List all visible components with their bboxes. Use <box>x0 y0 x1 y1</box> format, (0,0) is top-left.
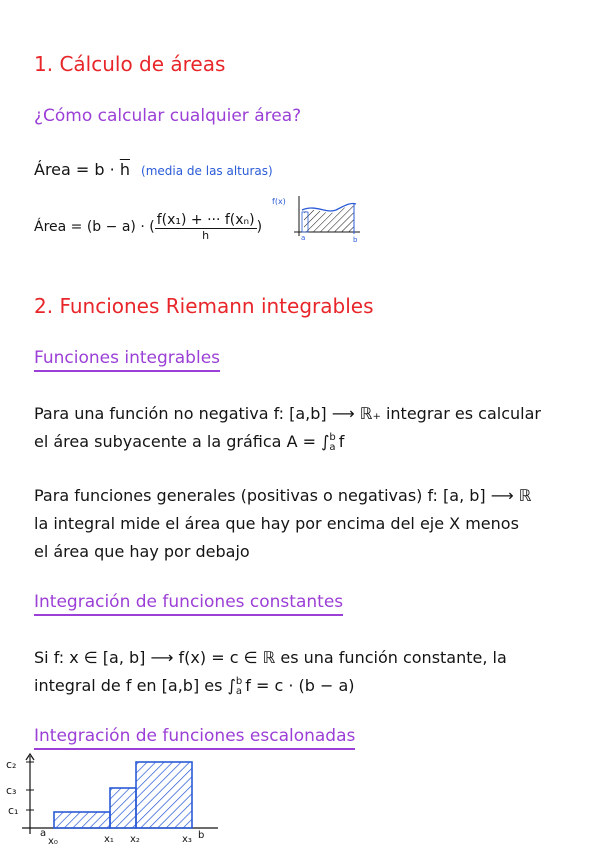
label-c2: c₂ <box>6 758 17 771</box>
para1-line2-text: el área subyacente a la gráfica A = ∫ <box>34 432 330 451</box>
para3-line2 <box>34 676 355 697</box>
label-b: b <box>198 830 205 841</box>
area-under-curve <box>304 205 354 232</box>
subsection-integrables-title: Funciones integrables <box>34 348 220 372</box>
question-text: ¿Cómo calcular cualquier área? <box>34 106 302 126</box>
para1-int-lower: a <box>329 441 336 453</box>
label-x2: x₂ <box>130 834 140 845</box>
label-a: a <box>40 828 47 839</box>
step-rect-2 <box>110 788 136 828</box>
subsection-constantes-title: Integración de funciones constantes <box>34 592 343 616</box>
para2-line3: el área que hay por debajo <box>34 542 250 561</box>
para1-line1: Para una función no negativa f: [a,b] ⟶ ℝ₊ integrar es calcular <box>34 404 541 423</box>
riemann-fraction <box>155 212 257 242</box>
subsection-escalonadas-title: Integración de funciones escalonadas <box>34 726 355 750</box>
label-x1: x₁ <box>104 834 114 845</box>
para2-line2: la integral mide el área que hay por encima del eje X menos <box>34 514 519 533</box>
graph-label-b: b <box>353 236 358 244</box>
step-function-graph <box>4 752 224 846</box>
label-c3: c₃ <box>6 784 17 797</box>
riemann-formula <box>34 212 262 242</box>
graph-label-a: a <box>301 234 306 242</box>
para3-line1: Si f: x ∈ [a, b] ⟶ f(x) = c ∈ ℝ es una función constante, la <box>34 648 507 667</box>
para3-line2-text: integral de f en [a,b] es ∫ <box>34 676 236 695</box>
para3-int-body: f = c · (b − a) <box>245 676 355 695</box>
para1-int-upper: b <box>329 431 336 443</box>
step-rect-1 <box>54 812 110 828</box>
step-rect-3 <box>136 762 192 828</box>
label-c1: c₁ <box>8 804 19 817</box>
para1-line2 <box>34 432 344 453</box>
label-x0: x₀ <box>48 836 58 846</box>
para3-integral-limits <box>236 677 242 697</box>
para1-int-body: f <box>338 432 345 451</box>
section-1-title: 1. Cálculo de áreas <box>34 52 226 76</box>
area-sketch-graph <box>268 192 368 244</box>
area-formula-h: $\overline{h}$ <box>119 160 130 179</box>
para3-int-upper: b <box>235 675 243 687</box>
label-x3: x₃ <box>182 834 192 845</box>
graph-label-fx: f(x) <box>272 197 286 206</box>
area-formula-prefix: Área = b · <box>34 160 120 179</box>
para1-integral-limits <box>329 433 335 453</box>
para3-int-lower: a <box>235 685 243 697</box>
riemann-denominator: h <box>202 229 210 242</box>
area-formula-note: (media de las alturas) <box>141 164 273 178</box>
riemann-numerator: f(x₁) + ··· f(xₙ) <box>156 212 255 228</box>
area-formula <box>34 160 273 179</box>
section-2-title: 2. Funciones Riemann integrables <box>34 294 374 318</box>
riemann-suffix: ) <box>256 219 263 235</box>
riemann-prefix: Área = (b − a) · ( <box>34 219 155 235</box>
para2-line1: Para funciones generales (positivas o negativas) f: [a, b] ⟶ ℝ <box>34 486 532 505</box>
